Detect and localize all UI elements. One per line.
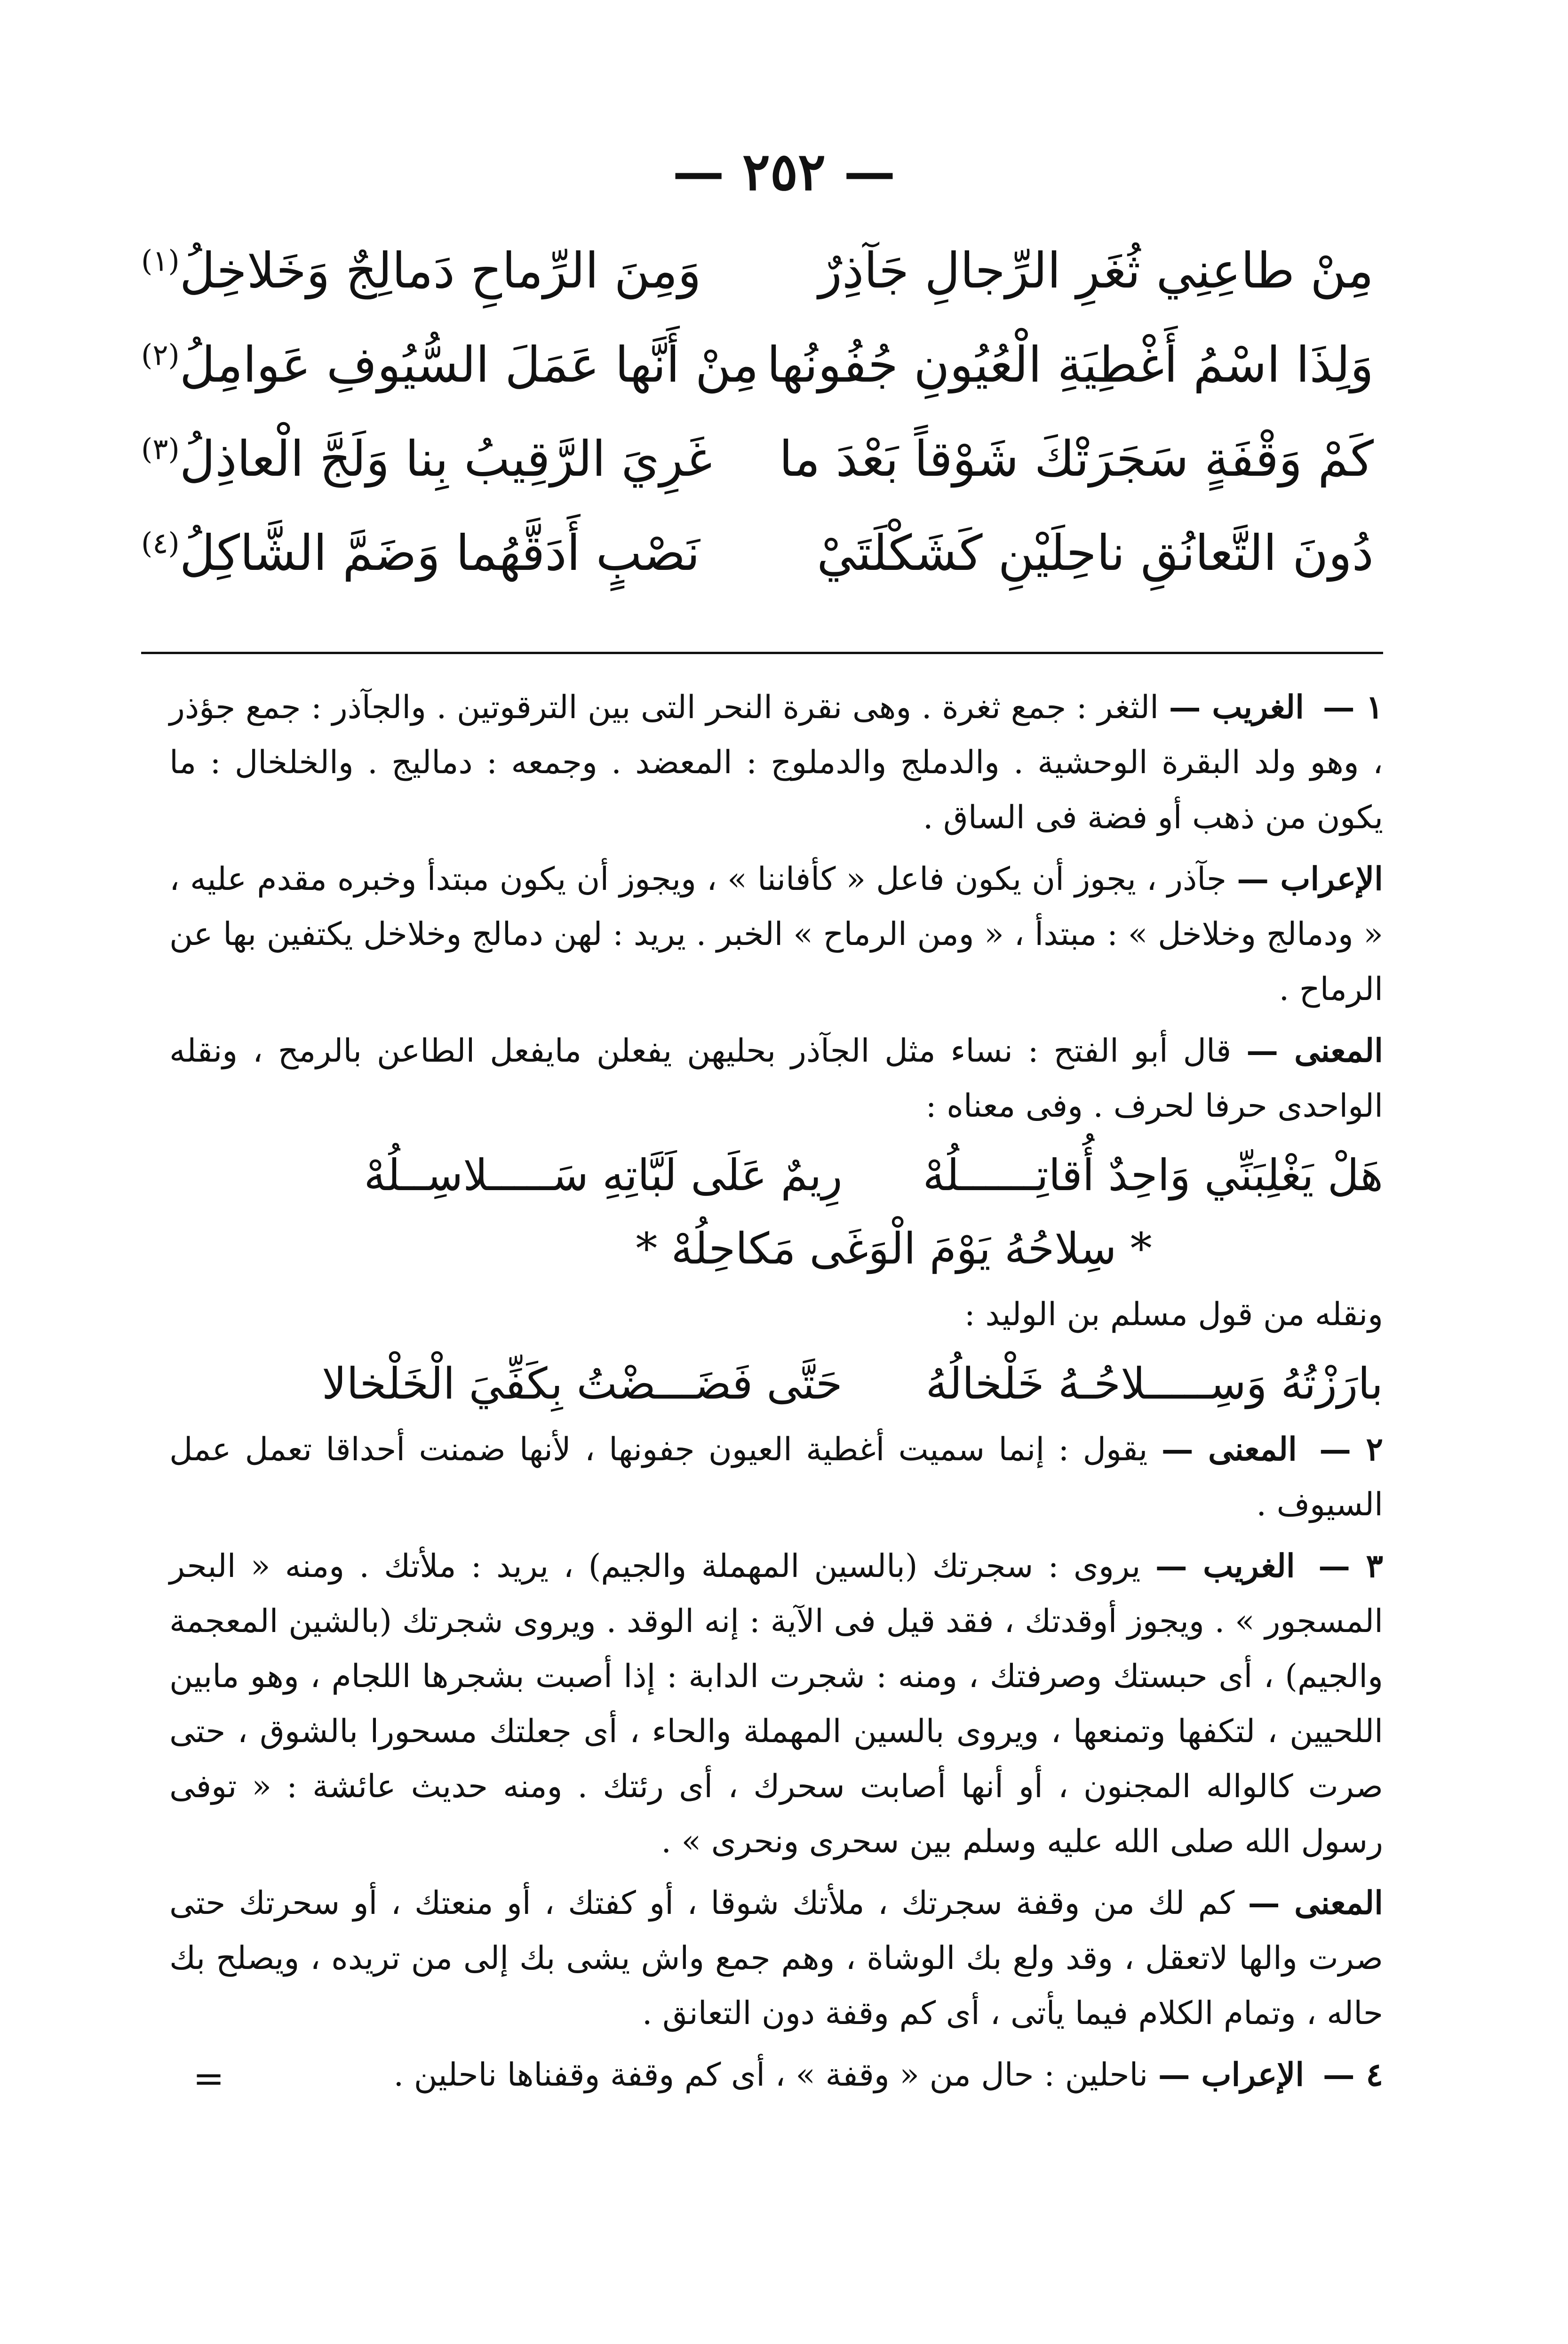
verse-1-second-text: وَمِنَ الرِّماحِ دَمالِجٌ وَخَلاخِلُ	[179, 242, 701, 299]
verse-1-second-hemistich	[141, 226, 809, 315]
note-2-text: يقول : إنما سميت أغطية العيون جفونها ، لأنها ضمنت أحداقا تعمل عمل السيوف .	[169, 1431, 1383, 1523]
page-number: — ٢٥٢ —	[672, 141, 896, 202]
verse-3-first-hemistich: كَمْ وَقْفَةٍ سَجَرَتْكَ شَوْقاً بَعْدَ ما	[779, 430, 1374, 488]
notes-separator-rule	[141, 652, 1383, 654]
verse-3	[141, 414, 1374, 504]
continuation-mark: =	[193, 2056, 225, 2100]
footnote-marker-4: (٤)	[141, 526, 180, 560]
verse-4-first-hemistich: دُونَ التَّعانُقِ ناحِلَيْنِ كَشَكْلَتَيْ	[817, 524, 1374, 582]
star-ornament: *	[636, 1224, 658, 1274]
note-4-text: ناحلين : حال من « وقفة » ، أى كم وقفة وقفناها ناحلين .	[393, 2056, 1148, 2094]
quoted-poem-1-a: هَلْ يَغْلِبَنِّي وَاحِدٌ أُقاتِــــــلُهْ	[923, 1150, 1383, 1200]
note-1-irab-text: جآذر ، يجوز أن يكون فاعل « كأفاننا » ، ويجوز أن يكون مبتدأ وخبره مقدم عليه ، « ودمالج وخلاخل » : مبتدأ ، « ومن الرماح » الخبر . يريد : لهن دمالج وخلاخل يكتفين بها عن الرماح .	[169, 861, 1383, 1008]
note-1-gharib	[169, 680, 1383, 845]
note-3-text: يروى : سجرتك (بالسين المهملة والجيم) ، يريد : ملأتك . ومنه « البحر المسجور » . ويجوز أوقدتك ، فقد قيل فى الآية : إنه الوقد . ويروى شجرتك (بالشين المعجمة والجيم) ، أى حبستك وصرفتك ، ومنه : شجرت الدابة : إذا أصبت بشجرها اللجام ، وهو مابين اللحيين ، لتكفها وتمنعها ، ويروى بالسين المهملة والحاء ، أى جعلتك مسحورا بالشوق ، حتى صرت كالواله المجنون ، أو أنها أصابت سحرك ، أى رئتك . ومنه حديث عائشة : « توفى رسول الله صلى الله عليه وسلم بين سحرى ونحرى » .	[169, 1548, 1383, 1860]
verse-2-first-hemistich: وَلِذَا اسْمُ أَغْطِيَةِ الْعُيُونِ جُفُونُها	[766, 336, 1374, 393]
quoted-poem-1-c: سِلاحُهُ يَوْمَ الْوَغَى مَكاحِلُهْ	[671, 1224, 1117, 1274]
verse-4-second-hemistich	[141, 508, 809, 598]
footnote-marker-2: (٢)	[141, 337, 180, 372]
note-1-irab	[169, 852, 1383, 1017]
note-3-meaning-text: كم لك من وقفة سجرتك ، ملأتك شوقا ، أو كفتك ، أو منعتك ، أو سحرتك حتى صرت والها لاتعقل ، وقد ولع بك الوشاة ، وهم جمع واش يشى بك إلى من تريده ، ويصلح بك حاله ، وتمام الكلام فيما يأتى ، أى كم وقفة دون التعانق .	[169, 1885, 1383, 2032]
note-3-gharib	[169, 1539, 1383, 1869]
verse-1-first-hemistich: مِنْ طاعِنِي ثُغَرِ الرِّجالِ جَآذِرٌ	[818, 242, 1374, 299]
note-3-number: ٣ —	[1318, 1547, 1383, 1585]
quote-intro: ونقله من قول مسلم بن الوليد :	[964, 1296, 1383, 1333]
note-4-irab	[169, 2048, 1383, 2103]
note-1-label: الغريب —	[1169, 688, 1305, 726]
quoted-poem-2-a: بارَزْتُهُ وَسِـــــلاحُـهُ خَلْخالُهُ	[925, 1359, 1383, 1409]
note-1-number: ١ —	[1322, 688, 1384, 726]
note-3-meaning	[169, 1876, 1383, 2041]
note-3-label: الغريب —	[1155, 1547, 1295, 1585]
note-2-meaning	[169, 1422, 1383, 1532]
note-1-text: الثغر : جمع ثغرة . وهى نقرة النحر التى بين الترقوتين . والجآذر : جمع جؤذر ، وهو ولد البقرة الوحشية . والدملج والدملوج : المعضد . وجمعه : دماليج . والخلخال : ما يكون من ذهب أو فضة فى الساق .	[169, 689, 1383, 836]
verse-3-second-text: غَرِيَ الرَّقِيبُ بِنا وَلَجَّ الْعاذِلُ	[179, 430, 712, 488]
verse-1	[141, 226, 1374, 315]
star-ornament: *	[1130, 1224, 1152, 1274]
footnote-marker-3: (٣)	[141, 432, 180, 466]
verse-3-second-hemistich	[141, 414, 809, 504]
footnote-marker-1: (١)	[141, 243, 180, 278]
verse-4	[141, 508, 1374, 598]
poem-verses	[141, 226, 1374, 626]
note-1-irab-label: الإعراب —	[1237, 860, 1384, 898]
note-4-number: ٤ —	[1322, 2056, 1383, 2094]
note-2-label: المعنى —	[1161, 1431, 1297, 1468]
quoted-poem-1-line-2	[169, 1214, 1383, 1284]
quoted-poem-2	[169, 1349, 1383, 1419]
quoted-poem-1-b: رِيمٌ عَلَى لَبَّاتِهِ سَـــــلاسِــلُهْ	[364, 1150, 843, 1200]
note-1-meaning-label: المعنى —	[1246, 1032, 1384, 1070]
verse-4-second-text: نَصْبٍ أَدَقَّهُما وَضَمَّ الشَّاكِلُ	[179, 524, 700, 582]
note-2-number: ٢ —	[1319, 1431, 1383, 1468]
commentary-notes	[169, 680, 1383, 2109]
verse-2	[141, 320, 1374, 409]
quoted-poem-1-line-1	[169, 1140, 1383, 1211]
quoted-poem-2-b: حَتَّى فَضَـــضْتُ بِكَفِّيَ الْخَلْخالا	[322, 1359, 843, 1409]
note-1-meaning	[169, 1024, 1383, 1134]
verse-2-second-text: مِنْ أَنَّها عَمَلَ السُّيُوفِ عَوامِلُ	[179, 336, 759, 393]
note-3-meaning-label: المعنى —	[1248, 1884, 1383, 1922]
note-4-label: الإعراب —	[1158, 2056, 1305, 2094]
note-1-meaning-text: قال أبو الفتح : نساء مثل الجآذر بحليهن يفعلن مايفعل الطاعن بالرمح ، ونقله الواحدى حرفا لحرف . وفى معناه :	[169, 1032, 1383, 1125]
verse-2-second-hemistich	[141, 320, 809, 409]
